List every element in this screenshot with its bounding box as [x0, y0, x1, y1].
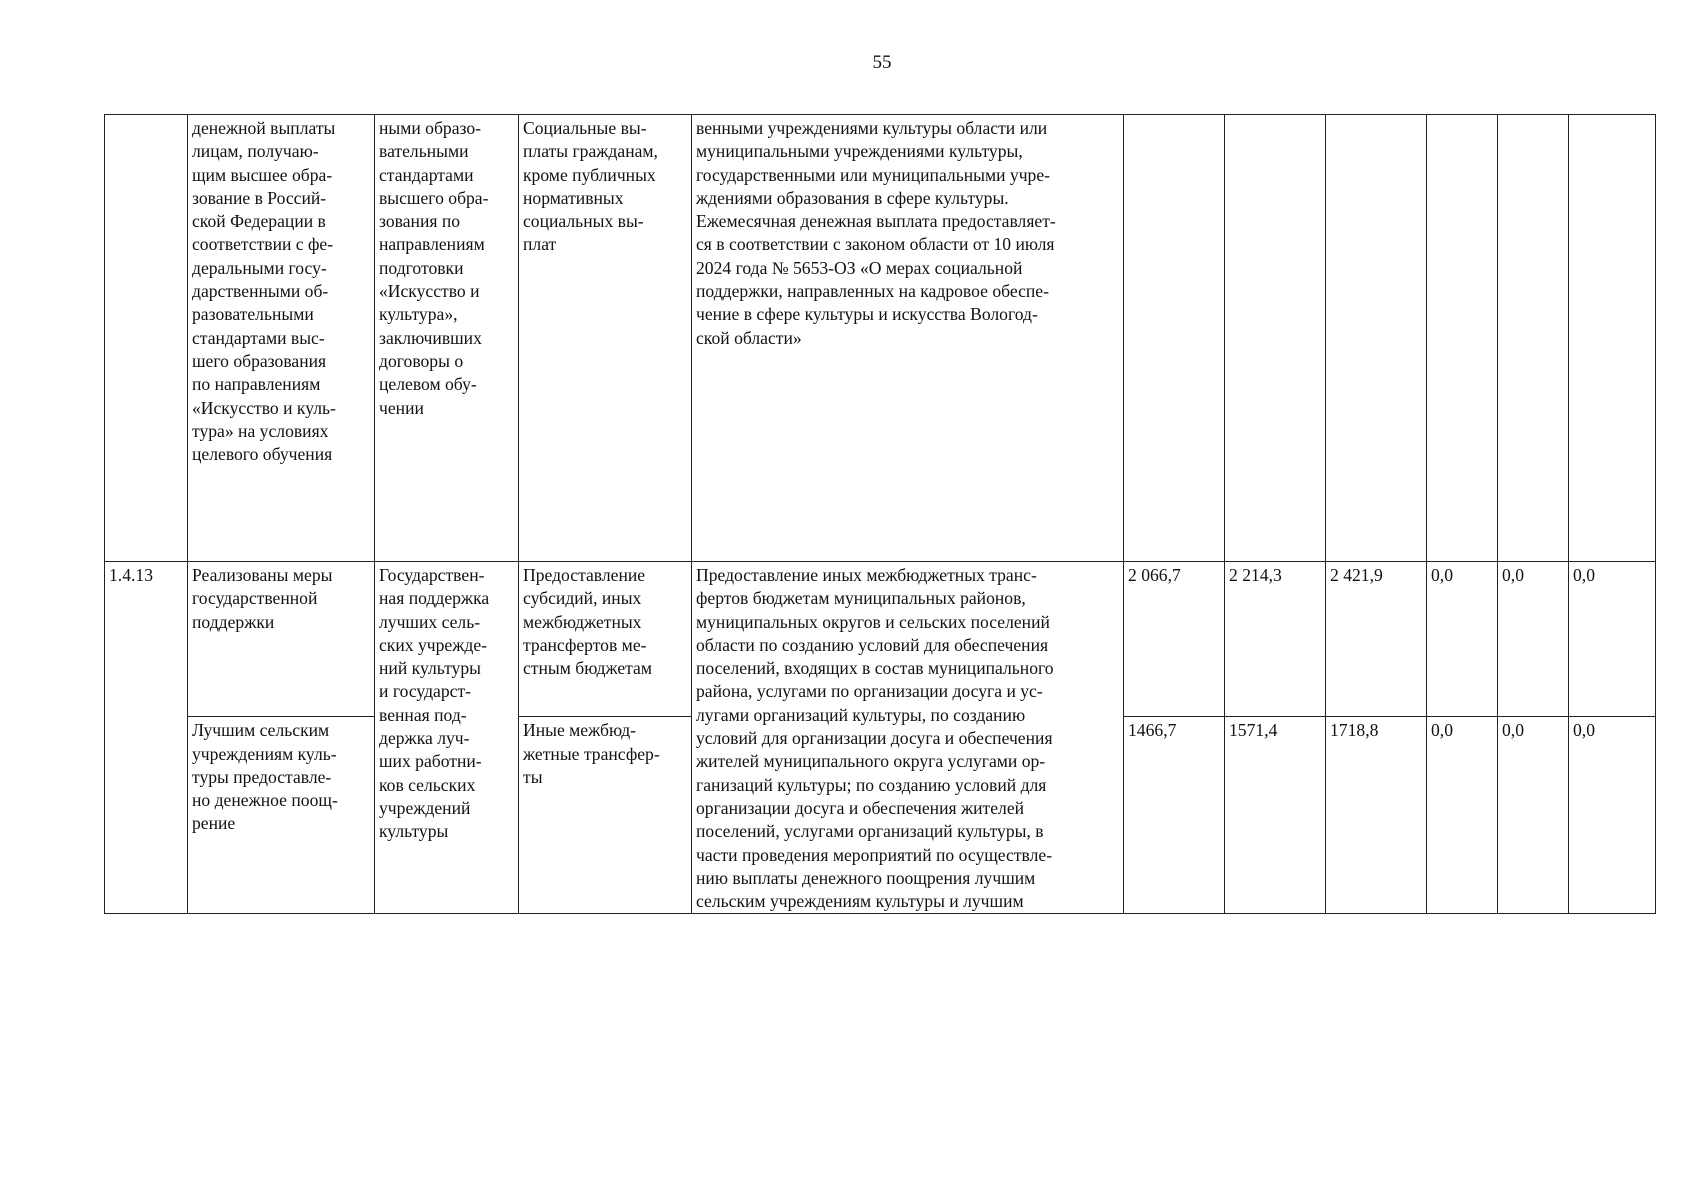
- value-cell: 1466,7: [1124, 717, 1225, 914]
- table-row: [105, 115, 1656, 562]
- value-cell: 1571,4: [1225, 717, 1326, 914]
- budget-table: [104, 114, 1656, 914]
- value-cell: [1427, 115, 1498, 562]
- table-row: [105, 562, 1656, 717]
- description-cell: венными учреждениями культуры области или муниципальными учреждениями культуры, государственными или муниципальными учре- ждениями образования в сфере культуры. Ежемесячная денежная выплата предоставляет- ся в соответствии с законом области от 10 июля 2024 года № 5653-ОЗ «О мерах социальной поддержки, направленных на кадровое обеспе- чение в сфере культуры и искусства Вологод- ской области»: [692, 115, 1124, 562]
- event-cell: Государствен- ная поддержка лучших сель- ских учрежде- ний культуры и государст- венная под- держка луч- ших работни- ков сельских учреждений культуры: [375, 562, 519, 914]
- value-cell: 1718,8: [1326, 717, 1427, 914]
- value-cell: [1326, 115, 1427, 562]
- value-cell: 2 066,7: [1124, 562, 1225, 717]
- measure-type-cell: Иные межбюд- жетные трансфер- ты: [519, 717, 692, 914]
- row-code-cell: [105, 115, 188, 562]
- value-cell: [1569, 115, 1656, 562]
- value-cell: 0,0: [1427, 562, 1498, 717]
- budget-table-wrapper: [104, 114, 1656, 914]
- value-cell: 2 421,9: [1326, 562, 1427, 717]
- result-cell: Лучшим сельским учреждениям куль- туры предоставле- но денежное поощ- рение: [188, 717, 375, 914]
- result-cell: денежной выплаты лицам, получаю- щим высшее обра- зование в Россий- ской Федерации в соответствии с фе- деральными госу- дарственными об- разовательными стандартами выс- шего образования по направлениям «Искусство и куль- тура» на условиях целевого обучения: [188, 115, 375, 562]
- value-cell: 2 214,3: [1225, 562, 1326, 717]
- value-cell: [1225, 115, 1326, 562]
- value-cell: 0,0: [1569, 562, 1656, 717]
- value-cell: 0,0: [1498, 717, 1569, 914]
- row-code-cell: 1.4.13: [105, 562, 188, 914]
- value-cell: 0,0: [1498, 562, 1569, 717]
- page-number: 55: [872, 52, 892, 73]
- value-cell: 0,0: [1427, 717, 1498, 914]
- value-cell: [1498, 115, 1569, 562]
- result-cell: Реализованы меры государственной поддержки: [188, 562, 375, 717]
- value-cell: 0,0: [1569, 717, 1656, 914]
- measure-type-cell: Предоставление субсидий, иных межбюджетных трансфертов ме- стным бюджетам: [519, 562, 692, 717]
- description-cell: Предоставление иных межбюджетных транс- фертов бюджетам муниципальных районов, муниципальных округов и сельских поселений области по созданию условий для обеспечения поселений, входящих в состав муниципального района, услугами по организации досуга и ус- лугами организаций культуры, по созданию условий для организации досуга и обеспечения жителей муниципального округа услугами ор- ганизаций культуры; по созданию условий для организации досуга и обеспечения жителей поселений, услугами организаций культуры, в части проведения мероприятий по осуществле- нию выплаты денежного поощрения лучшим сельским учреждениям культуры и лучшим: [692, 562, 1124, 914]
- event-cell: ными образо- вательными стандартами высшего обра- зования по направлениям подготовки «Искусство и культура», заключивших договоры о целевом обу- чении: [375, 115, 519, 562]
- value-cell: [1124, 115, 1225, 562]
- measure-type-cell: Социальные вы- платы гражданам, кроме публичных нормативных социальных вы- плат: [519, 115, 692, 562]
